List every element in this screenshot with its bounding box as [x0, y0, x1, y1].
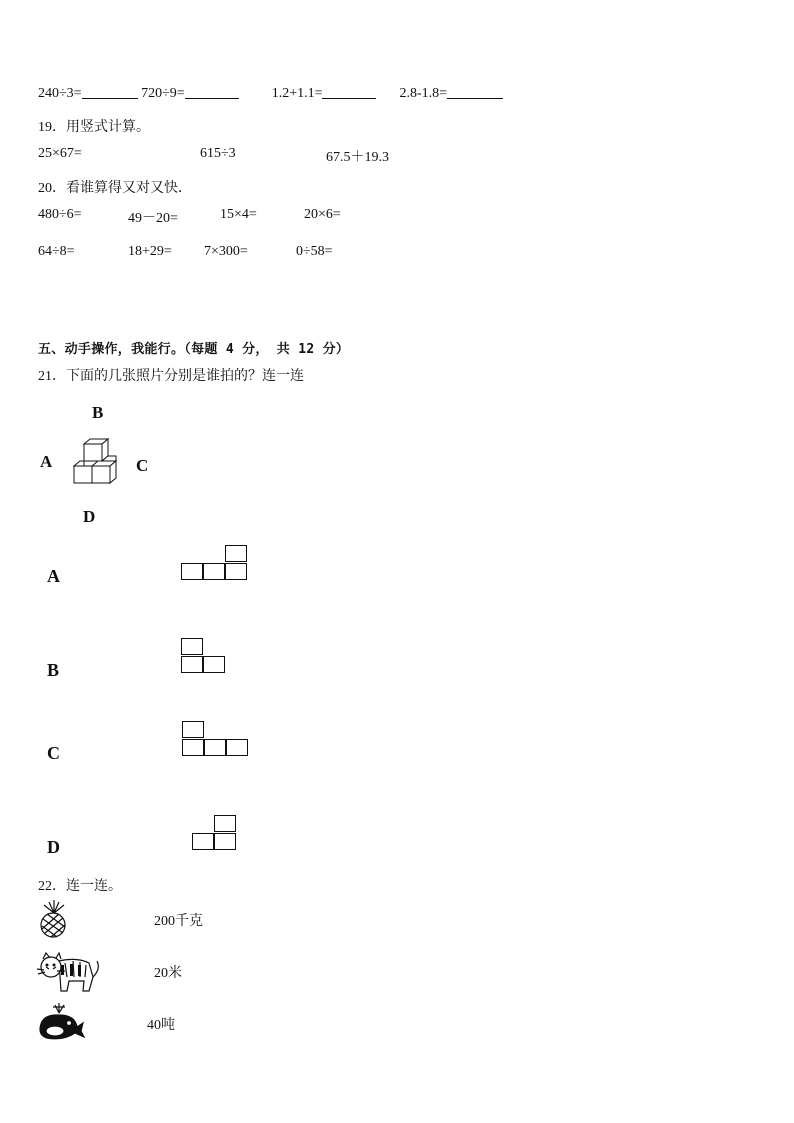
q21-title: 21．下面的几张照片分别是谁拍的？连一连 — [38, 369, 304, 384]
q20-problem: 480÷6= — [38, 207, 82, 222]
photo-label: B — [47, 660, 60, 680]
q18-row — [38, 84, 503, 102]
equation: 720÷9= — [141, 86, 185, 101]
equation: 240÷3= — [38, 86, 82, 101]
photo-label: C — [47, 743, 60, 763]
q20-problem: 0÷58= — [296, 244, 333, 259]
view-label-right: C — [136, 456, 149, 475]
q20-problem: 49－20= — [128, 211, 178, 226]
q22-value: 200千克 — [154, 914, 203, 929]
q20-problem: 64÷8= — [38, 244, 75, 259]
q20-problem: 15×4= — [220, 207, 257, 222]
q22-title: 22．连一连。 — [38, 879, 122, 894]
q19-title: 19．用竖式计算。 — [38, 120, 150, 135]
pineapple-icon — [37, 899, 71, 939]
answer-blank[interactable] — [82, 84, 138, 99]
q22-value: 40吨 — [147, 1018, 175, 1033]
tiger-icon — [37, 947, 103, 995]
answer-blank[interactable] — [322, 84, 376, 99]
equation: 2.8-1.8= — [399, 86, 448, 101]
cube-stack-figure — [70, 436, 130, 496]
view-label-left: A — [40, 452, 53, 471]
answer-blank[interactable] — [185, 84, 239, 99]
q20-title: 20．看谁算得又对又快． — [38, 181, 192, 196]
q22-value: 20米 — [154, 966, 182, 981]
equation: 1.2+1.1= — [271, 86, 323, 101]
photo-label: D — [47, 837, 60, 857]
q19-problem: 67.5＋19.3 — [326, 150, 389, 165]
section-heading: 五、动手操作，我能行。（每题 4 分， 共 12 分） — [38, 342, 350, 357]
q20-problem: 18+29= — [128, 244, 172, 259]
view-label-top: B — [92, 403, 104, 422]
q19-problem: 615÷3 — [200, 146, 236, 161]
whale-icon — [37, 1001, 87, 1043]
q20-problem: 20×6= — [304, 207, 341, 222]
view-label-bottom: D — [83, 507, 96, 526]
photo-label: A — [47, 566, 60, 586]
q19-problem: 25×67= — [38, 146, 82, 161]
answer-blank[interactable] — [447, 84, 503, 99]
q20-problem: 7×300= — [204, 244, 248, 259]
